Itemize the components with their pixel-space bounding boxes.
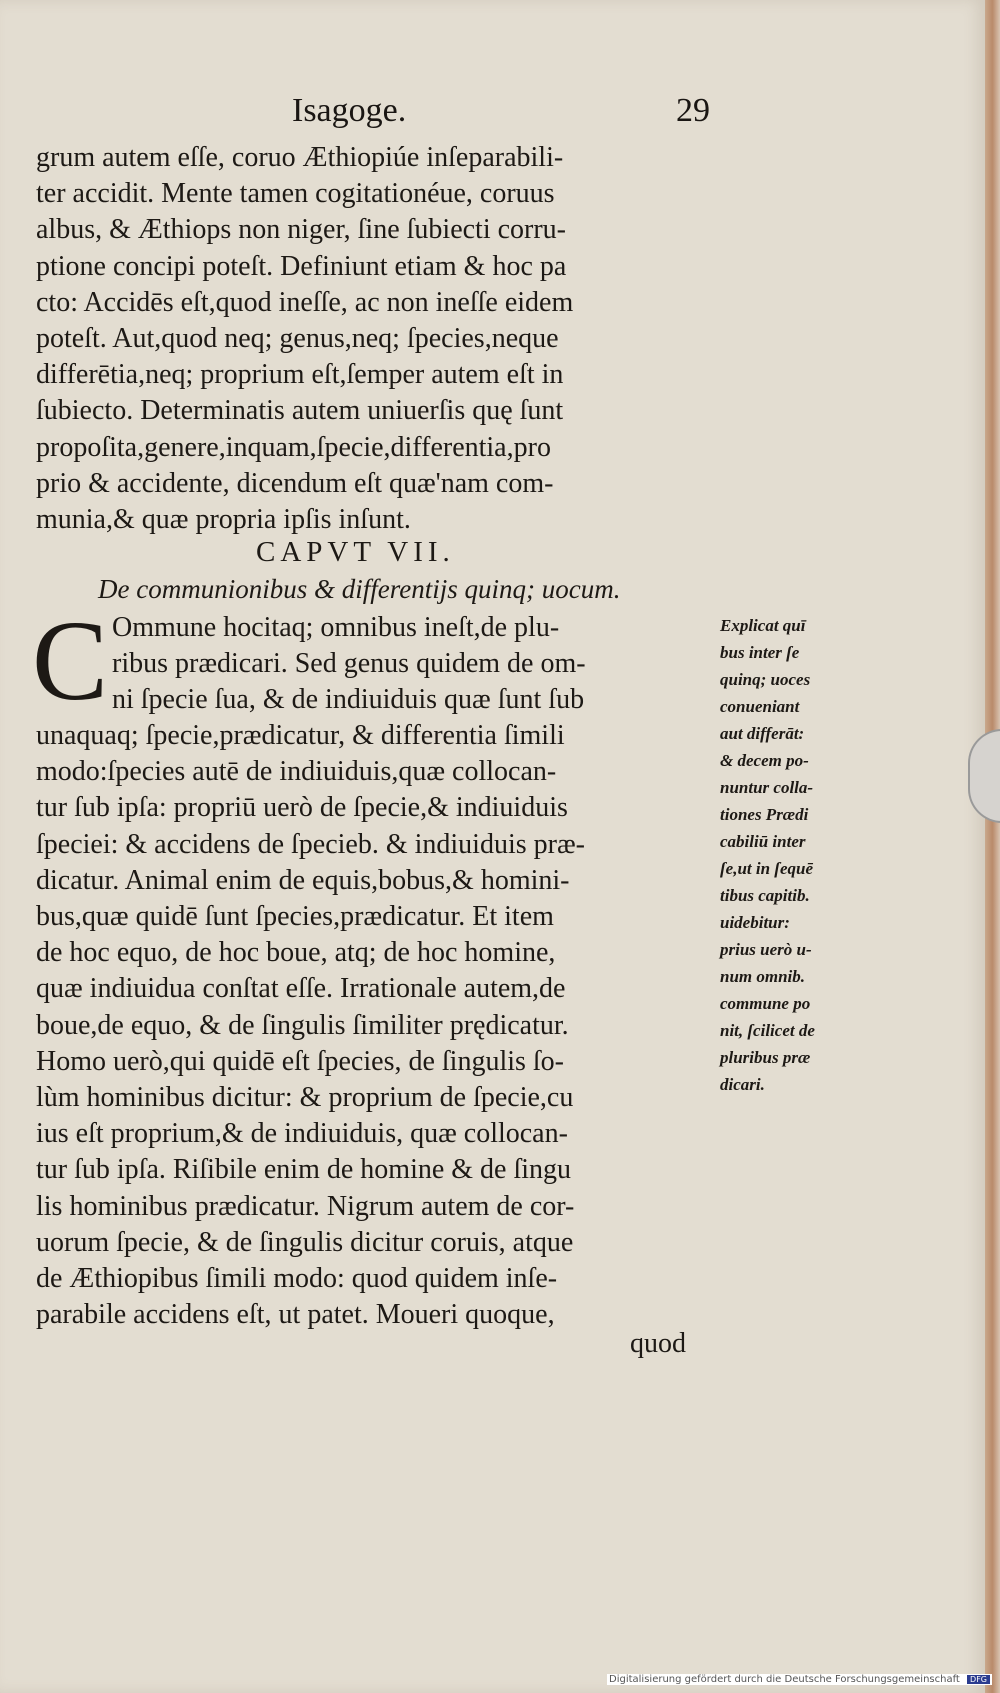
text-line: ter accidit. Mente tamen cogitationéue, coruus <box>36 178 555 210</box>
marginal-line: uidebitur: <box>720 913 790 932</box>
text-line: lis hominibus prædicatur. Nigrum autem de cor- <box>36 1190 575 1222</box>
text-line: parabile accidens eſt, ut patet. Moueri quoque, <box>36 1299 555 1331</box>
marginal-line: cabiliū inter <box>720 832 806 851</box>
credit-text: Digitalisierung gefördert durch die Deutsche Forschungsgemeinschaft <box>609 1674 960 1685</box>
text-line: propoſita,genere,inquam,ſpecie,differentia,pro <box>36 431 551 463</box>
text-line: differētia,neq; proprium eſt,ſemper autem eſt in <box>36 359 564 391</box>
marginal-line: bus inter ſe <box>720 643 800 662</box>
text-line: ptione concipi poteſt. Definiunt etiam & hoc pa <box>36 250 567 282</box>
text-line: modo:ſpecies autē de indiuiduis,quæ collocan- <box>36 756 557 788</box>
marginal-line: conueniant <box>720 697 800 716</box>
marginal-line: Explicat quī <box>720 616 806 635</box>
dfg-logo: DFG <box>967 1675 990 1684</box>
body-text-block-1 <box>36 140 716 538</box>
chapter-subtitle: De communionibus & differentijs quinq; uocum. <box>98 574 621 604</box>
text-line: de hoc equo, de hoc boue, atq; de hoc homine, <box>36 937 556 969</box>
marginal-line: nuntur colla- <box>720 778 814 797</box>
marginal-line: tiones Prædi <box>720 805 809 824</box>
text-line: ſubiecto. Determinatis autem uniuerſis quę ſunt <box>36 395 564 427</box>
marginal-line: quinq; uoces <box>720 670 811 689</box>
marginal-line: num omnib. <box>720 967 806 986</box>
text-line: prio & accidente, dicendum eſt quæ'nam com- <box>36 467 554 499</box>
text-line: dicatur. Animal enim de equis,bobus,& homini- <box>36 864 570 896</box>
text-line: poteſt. Aut,quod neq; genus,neq; ſpecies,neque <box>36 323 559 355</box>
text-line: de Æthiopibus ſimili modo: quod quidem inſe- <box>36 1263 558 1295</box>
text-line: munia,& quæ propria ipſis inſunt. <box>36 504 411 536</box>
marginal-line: prius uerò u- <box>720 940 812 959</box>
text-line: ribus prædicari. Sed genus quidem de om- <box>112 648 586 680</box>
marginal-line: dicari. <box>720 1075 765 1094</box>
running-head <box>292 92 710 136</box>
marginal-line: nit, ſcilicet de <box>720 1021 815 1040</box>
text-line: Ommune hocitaq; omnibus ineſt,de plu- <box>112 612 560 643</box>
marginal-line: tibus capitib. <box>720 886 810 905</box>
text-line: Homo uerò,qui quidē eſt ſpecies, de ſingulis ſo- <box>36 1045 565 1077</box>
text-line: boue,de equo, & de ſingulis ſimiliter prędicatur. <box>36 1009 569 1041</box>
page-edge <box>985 0 1000 1693</box>
marginal-line: & decem po- <box>720 751 809 770</box>
text-line: ius eſt proprium,& de indiuiduis, quæ collocan- <box>36 1118 568 1150</box>
catchword: quod <box>630 1328 686 1359</box>
text-line: quæ indiuidua conſtat eſſe. Irrationale autem,de <box>36 973 566 1005</box>
text-line: uorum ſpecie, & de ſingulis dicitur coruis, atque <box>36 1226 574 1258</box>
body-text-block-2 <box>36 718 716 1333</box>
marginal-line: commune po <box>720 994 811 1013</box>
page-number: 29 <box>676 92 710 129</box>
text-line: albus, & Æthiops non niger, ſine ſubiecti corru- <box>36 214 567 246</box>
running-title: Isagoge. <box>292 92 407 129</box>
text-line: tur ſub ipſa. Riſibile enim de homine & de ſingu <box>36 1154 572 1186</box>
text-line: ſpeciei: & accidens de ſpecieb. & indiuiduis præ- <box>36 828 585 860</box>
marginal-line: ſe,ut in ſequē <box>720 859 814 878</box>
text-line: cto: Accidēs eſt,quod ineſſe, ac non ineſſe eidem <box>36 286 574 318</box>
text-line: tur ſub ipſa: propriū uerò de ſpecie,& indiuiduis <box>36 792 568 824</box>
marginal-line: pluribus præ <box>720 1048 811 1067</box>
marginal-note <box>720 612 870 1098</box>
text-line: ni ſpecie ſua, & de indiuiduis quæ ſunt ſub <box>112 684 585 716</box>
digitization-credit <box>607 1674 992 1685</box>
chapter-heading: CAPVT VII. <box>256 536 455 568</box>
marginal-line: aut differāt: <box>720 724 805 743</box>
text-line: lùm hominibus dicitur: & proprium de ſpecie,cu <box>36 1082 574 1114</box>
text-line: bus,quæ quidē ſunt ſpecies,prædicatur. Et item <box>36 901 554 933</box>
body-text-block-2-indented <box>112 610 717 719</box>
drop-capital: C <box>32 597 109 724</box>
text-line: grum autem eſſe, coruo Æthiopiúe inſeparabili- <box>36 142 564 173</box>
text-line: unaquaq; ſpecie,prædicatur, & differentia ſimili <box>36 720 565 751</box>
